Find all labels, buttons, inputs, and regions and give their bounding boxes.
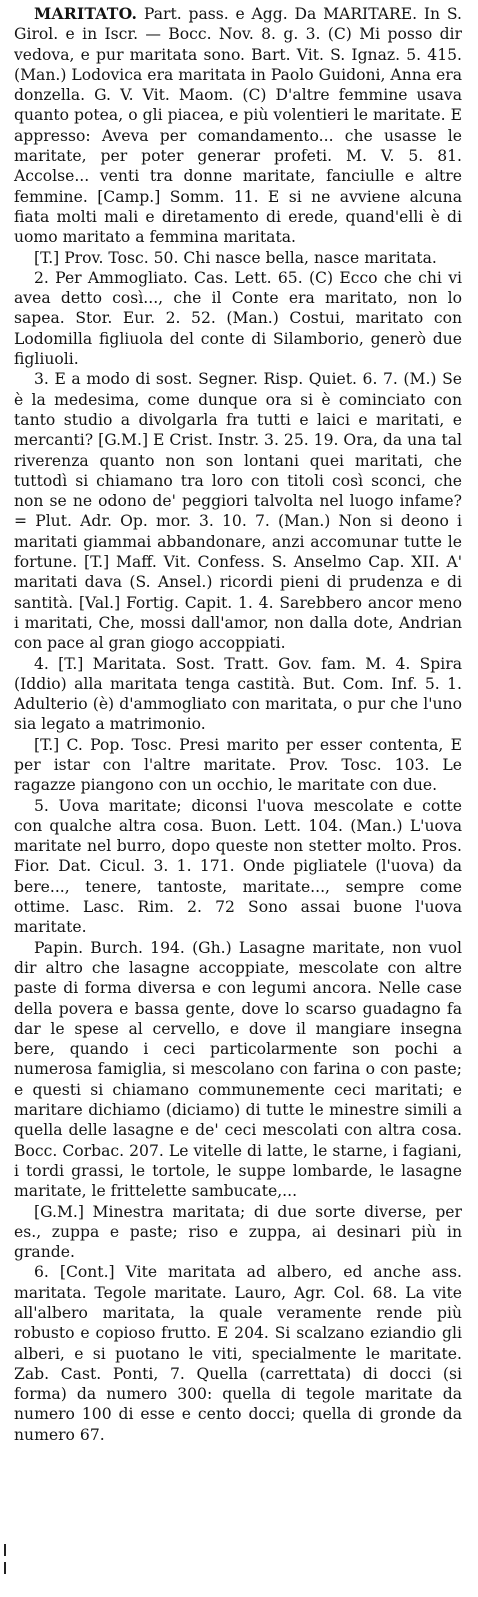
entry-paragraph-1 <box>14 4 462 248</box>
entry-paragraph-5: 4. [T.] Maritata. Sost. Tratt. Gov. fam. M. 4. Spira (Iddio) alla maritata tenga castità. But. Com. Inf. 5. 1. Adulterio (è) d'ammogliato con maritata, o pur che l'uno sia legato a matrimonio. <box>14 654 462 734</box>
entry-paragraph-10: 6. [Cont.] Vite maritata ad albero, ed anche ass. maritata. Tegole maritate. Lauro, Agr. Col. 68. La vite all'albero maritata, la quale veramente rende più robusto e copioso frutto. E 204. Si scalzano eziandio gli alberi, e si puotano le viti, specialmente le maritate. Zab. Cast. Ponti, 7. Quella (carrettata) di docci (si forma) da numero 300: quella di tegole maritate da numero 100 di esse e cento docci; quella di gronde da numero 67. <box>14 1263 462 1444</box>
entry-paragraph-8: Papin. Burch. 194. (Gh.) Lasagne maritate, non vuol dir altro che lasagne accoppiate, mescolate con altre paste di forma diversa e con legumi ancora. Nelle case della povera e bassa gente, dove lo scarso guadagno fa dar le spese al cervello, e dove il mangiare insegna bere, quando i ceci particolarmente son pochi a numerosa famiglia, si mescolano con farina o con paste; e questi si chiamano communemente ceci maritati; e maritare dichiamo (diciamo) di tutte le minestre simili a quella delle lasagne e de' ceci mescolati con altra cosa. Bocc. Corbac. 207. Le vitelle di latte, le starne, i fagiani, i tordi grassi, le tortole, le suppe lombarde, le lasagne maritate, le frittelette sambucate,... <box>14 938 462 1201</box>
entry-paragraph-7: 5. Uova maritate; diconsi l'uova mescolate e cotte con qualche altra cosa. Buon. Lett. 104. (Man.) L'uova maritate nel burro, dopo queste non stetter molto. Pros. Fior. Dat. Cicul. 3. 1. 171. Onde pigliatele (l'uova) da bere..., tenere, tantoste, maritate..., sempre come ottime. Lasc. Rim. 2. 72 Sono assai buone l'uova maritate. <box>14 796 462 937</box>
margin-mark <box>4 1544 6 1556</box>
dictionary-entry-column <box>14 4 462 1445</box>
entry-paragraph-3: 2. Per Ammogliato. Cas. Lett. 65. (C) Ecco che chi vi avea detto così..., che il Conte era maritato, non lo sapea. Stor. Eur. 2. 52. (Man.) Costui, maritato con Lodomilla figliuola del conte di Silamborio, generò due figliuoli. <box>14 268 462 369</box>
entry-paragraph-9: [G.M.] Minestra maritata; di due sorte diverse, per es., zuppa e paste; riso e zuppa, ai desinari più in grande. <box>14 1202 462 1262</box>
margin-marks <box>2 1540 8 1590</box>
entry-paragraph-4: 3. E a modo di sost. Segner. Risp. Quiet. 6. 7. (M.) Se è la medesima, come dunque ora si è cominciato con tanto studio a divolgarla fra tutti e laici e maritati, e mercanti? [G.M.] E Crist. Instr. 3. 25. 19. Ora, da una tal riverenza quanto non son lontani quei maritati, che tuttodì si chiamano tra loro con titoli così sconci, che non se ne odono de' peggiori talvolta nel luogo infame? = Plut. Adr. Op. mor. 3. 10. 7. (Man.) Non si deono i maritati giammai abbandonare, anzi accomunar tutte le fortune. [T.] Maff. Vit. Confess. S. Anselmo Cap. XII. A' maritati dava (S. Ansel.) ricordi pieni di prudenza e di santità. [Val.] Fortig. Capit. 1. 4. Sarebbero ancor meno i maritati, Che, mossi dall'amor, non dalla dote, Andrian con pace al gran giogo accoppiati. <box>14 370 462 653</box>
margin-mark <box>4 1562 6 1574</box>
entry-headword: MARITATO. <box>34 4 138 23</box>
entry-paragraph-6: [T.] C. Pop. Tosc. Presi marito per esser contenta, E per istar con l'altre maritate. Prov. Tosc. 103. Le ragazze piangono con un occhio, le maritate con due. <box>14 735 462 795</box>
entry-paragraph-1-text: Part. pass. e Agg. Da MARITARE. In S. Girol. e in Iscr. — Bocc. Nov. 8. g. 3. (C) Mi posso dir vedova, e pur maritata sono. Bart. Vit. S. Ignaz. 5. 415. (Man.) Lodovica era maritata in Paolo Guidoni, Anna era donzella. G. V. Vit. Maom. (C) D'altre femmine usava quanto potea, o gli piacea, e più volentieri le maritate. E appresso: Aveva per comandamento... che usasse le maritate, per poter generar profeti. M. V. 5. 81. Accolse... venti tra donne maritate, fanciulle e altre femmine. [Camp.] Somm. 11. E si ne avviene alcuna fiata molti mali e diretamento di erede, quand'elli è di uomo maritato a femmina maritata. <box>14 5 463 247</box>
entry-paragraph-2: [T.] Prov. Tosc. 50. Chi nasce bella, nasce maritata. <box>34 248 437 267</box>
